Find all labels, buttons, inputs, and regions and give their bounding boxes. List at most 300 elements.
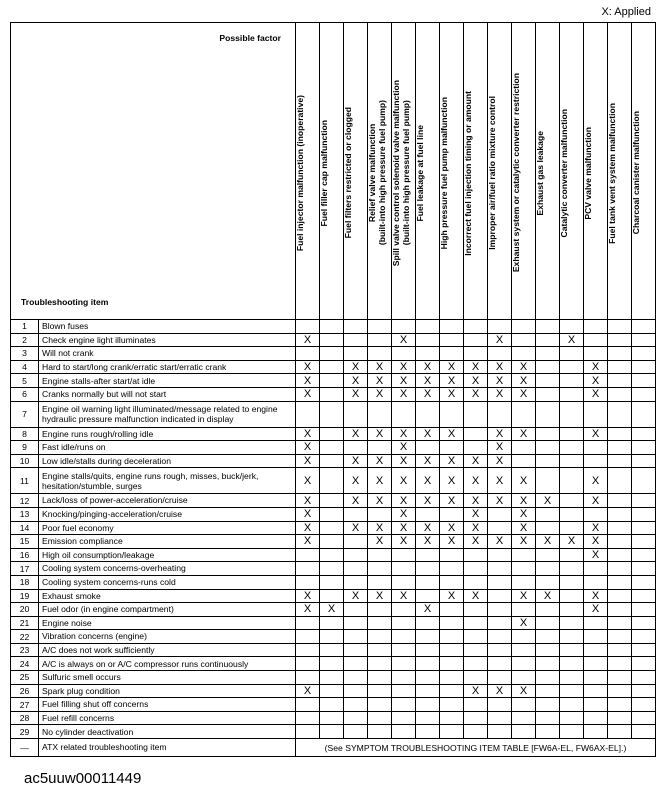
applied-mark: X <box>296 441 320 455</box>
table-row <box>11 630 656 644</box>
empty-cell <box>512 562 536 576</box>
empty-cell <box>416 333 440 347</box>
applied-mark: X <box>464 535 488 549</box>
empty-cell <box>416 347 440 361</box>
empty-cell <box>560 562 584 576</box>
table-row <box>11 603 656 617</box>
empty-cell <box>320 387 344 401</box>
applied-mark: X <box>488 684 512 698</box>
empty-cell <box>440 401 464 427</box>
empty-cell <box>512 401 536 427</box>
empty-cell <box>488 521 512 535</box>
empty-cell <box>440 630 464 644</box>
empty-cell <box>320 643 344 657</box>
empty-cell <box>296 575 320 589</box>
empty-cell <box>440 643 464 657</box>
empty-cell <box>368 616 392 630</box>
empty-cell <box>584 441 608 455</box>
empty-cell <box>368 630 392 644</box>
empty-cell <box>368 562 392 576</box>
applied-mark: X <box>464 589 488 603</box>
empty-cell <box>608 630 632 644</box>
empty-cell <box>560 387 584 401</box>
applied-mark: X <box>512 535 536 549</box>
factor-header <box>440 23 464 320</box>
empty-cell <box>632 725 656 739</box>
empty-cell <box>584 616 608 630</box>
applied-mark: X <box>392 427 416 441</box>
empty-cell <box>320 725 344 739</box>
table-row <box>11 671 656 685</box>
empty-cell <box>632 535 656 549</box>
applied-mark: X <box>584 535 608 549</box>
empty-cell <box>320 548 344 562</box>
empty-cell <box>320 494 344 508</box>
empty-cell <box>608 387 632 401</box>
empty-cell <box>608 401 632 427</box>
factor-header <box>416 23 440 320</box>
empty-cell <box>368 575 392 589</box>
applied-mark: X <box>416 521 440 535</box>
empty-cell <box>632 320 656 334</box>
empty-cell <box>296 347 320 361</box>
row-number: 15 <box>11 535 39 549</box>
empty-cell <box>536 427 560 441</box>
empty-cell <box>320 684 344 698</box>
applied-mark: X <box>584 427 608 441</box>
empty-cell <box>512 643 536 657</box>
empty-cell <box>488 562 512 576</box>
factor-header <box>512 23 536 320</box>
applied-mark: X <box>584 494 608 508</box>
empty-cell <box>632 374 656 388</box>
applied-mark: X <box>512 468 536 494</box>
figure-code: ac5uuw00011449 <box>24 770 142 787</box>
applied-mark: X <box>392 507 416 521</box>
empty-cell <box>632 454 656 468</box>
empty-cell <box>608 494 632 508</box>
table-row <box>11 562 656 576</box>
row-number: 13 <box>11 507 39 521</box>
row-item: Fast idle/runs on <box>39 441 296 455</box>
empty-cell <box>536 603 560 617</box>
empty-cell <box>344 684 368 698</box>
empty-cell <box>536 616 560 630</box>
row-item: No cylinder deactivation <box>39 725 296 739</box>
empty-cell <box>416 507 440 521</box>
empty-cell <box>512 603 536 617</box>
row-item: Knocking/pinging-acceleration/cruise <box>39 507 296 521</box>
empty-cell <box>368 711 392 725</box>
applied-mark: X <box>296 468 320 494</box>
empty-cell <box>440 616 464 630</box>
applied-mark: X <box>416 454 440 468</box>
applied-mark: X <box>584 360 608 374</box>
row-item: Engine stalls-after start/at idle <box>39 374 296 388</box>
empty-cell <box>488 698 512 712</box>
empty-cell <box>608 333 632 347</box>
table-row <box>11 441 656 455</box>
factor-label: Fuel injector malfunction (inoperative) <box>295 94 305 252</box>
row-number: 9 <box>11 441 39 455</box>
empty-cell <box>584 643 608 657</box>
empty-cell <box>464 603 488 617</box>
empty-cell <box>320 521 344 535</box>
applied-mark: X <box>536 589 560 603</box>
empty-cell <box>464 548 488 562</box>
empty-cell <box>368 401 392 427</box>
applied-mark: X <box>344 374 368 388</box>
empty-cell <box>416 562 440 576</box>
empty-cell <box>512 347 536 361</box>
empty-cell <box>344 671 368 685</box>
empty-cell <box>392 562 416 576</box>
empty-cell <box>560 589 584 603</box>
empty-cell <box>416 711 440 725</box>
row-item: Fuel filling shut off concerns <box>39 698 296 712</box>
empty-cell <box>560 320 584 334</box>
empty-cell <box>608 603 632 617</box>
applied-mark: X <box>440 454 464 468</box>
applied-mark: X <box>392 374 416 388</box>
applied-mark: X <box>464 360 488 374</box>
empty-cell <box>320 630 344 644</box>
empty-cell <box>584 401 608 427</box>
row-item: Exhaust smoke <box>39 589 296 603</box>
applied-mark: X <box>584 374 608 388</box>
header-row <box>11 23 656 320</box>
empty-cell <box>416 684 440 698</box>
applied-mark: X <box>440 535 464 549</box>
empty-cell <box>608 562 632 576</box>
factor-label: Incorrect fuel injection timing or amount <box>463 90 473 256</box>
empty-cell <box>512 657 536 671</box>
applied-mark: X <box>296 535 320 549</box>
applied-mark: X <box>392 333 416 347</box>
empty-cell <box>440 684 464 698</box>
row-number: 20 <box>11 603 39 617</box>
empty-cell <box>464 575 488 589</box>
empty-cell <box>488 671 512 685</box>
table-row <box>11 575 656 589</box>
applied-mark: X <box>344 387 368 401</box>
applied-mark: X <box>296 603 320 617</box>
empty-cell <box>512 441 536 455</box>
table-row <box>11 616 656 630</box>
empty-cell <box>320 454 344 468</box>
empty-cell <box>344 575 368 589</box>
applied-mark: X <box>368 374 392 388</box>
empty-cell <box>320 698 344 712</box>
empty-cell <box>608 643 632 657</box>
row-number: 11 <box>11 468 39 494</box>
empty-cell <box>560 725 584 739</box>
empty-cell <box>320 427 344 441</box>
applied-mark: X <box>344 521 368 535</box>
empty-cell <box>464 671 488 685</box>
factor-label: Fuel filler cap malfunction <box>319 119 329 227</box>
empty-cell <box>584 333 608 347</box>
empty-cell <box>512 630 536 644</box>
factor-label: Charcoal canister malfunction <box>631 111 641 235</box>
empty-cell <box>344 320 368 334</box>
empty-cell <box>608 725 632 739</box>
row-number: 6 <box>11 387 39 401</box>
empty-cell <box>560 427 584 441</box>
empty-cell <box>608 684 632 698</box>
empty-cell <box>392 671 416 685</box>
empty-cell <box>584 507 608 521</box>
row-number: 1 <box>11 320 39 334</box>
applied-mark: X <box>296 387 320 401</box>
empty-cell <box>368 684 392 698</box>
empty-cell <box>632 589 656 603</box>
applied-mark: X <box>296 333 320 347</box>
applied-mark: X <box>344 360 368 374</box>
applied-mark: X <box>296 374 320 388</box>
empty-cell <box>632 698 656 712</box>
empty-cell <box>368 603 392 617</box>
applied-mark: X <box>368 494 392 508</box>
table-row <box>11 711 656 725</box>
empty-cell <box>608 575 632 589</box>
empty-cell <box>488 725 512 739</box>
applied-mark: X <box>368 521 392 535</box>
applied-mark: X <box>368 468 392 494</box>
empty-cell <box>464 401 488 427</box>
applied-mark: X <box>416 535 440 549</box>
empty-cell <box>320 320 344 334</box>
applied-mark: X <box>440 468 464 494</box>
empty-cell <box>608 711 632 725</box>
empty-cell <box>416 616 440 630</box>
row-number: — <box>11 739 39 757</box>
empty-cell <box>632 575 656 589</box>
applied-mark: X <box>344 454 368 468</box>
table-row <box>11 427 656 441</box>
applied-mark: X <box>296 494 320 508</box>
row-item: Engine noise <box>39 616 296 630</box>
empty-cell <box>320 441 344 455</box>
empty-cell <box>320 333 344 347</box>
empty-cell <box>536 333 560 347</box>
applied-mark: X <box>512 374 536 388</box>
empty-cell <box>560 360 584 374</box>
row-number: 24 <box>11 657 39 671</box>
empty-cell <box>584 684 608 698</box>
table-row <box>11 454 656 468</box>
empty-cell <box>296 698 320 712</box>
applied-mark: X <box>344 468 368 494</box>
empty-cell <box>488 643 512 657</box>
factor-header <box>368 23 392 320</box>
empty-cell <box>296 657 320 671</box>
empty-cell <box>560 454 584 468</box>
empty-cell <box>392 711 416 725</box>
row-number: 17 <box>11 562 39 576</box>
empty-cell <box>536 521 560 535</box>
empty-cell <box>392 630 416 644</box>
applied-mark: X <box>344 427 368 441</box>
empty-cell <box>608 441 632 455</box>
applied-mark: X <box>440 494 464 508</box>
empty-cell <box>488 575 512 589</box>
table-row <box>11 589 656 603</box>
empty-cell <box>608 320 632 334</box>
empty-cell <box>608 616 632 630</box>
applied-mark: X <box>512 387 536 401</box>
applied-mark: X <box>512 427 536 441</box>
empty-cell <box>560 347 584 361</box>
empty-cell <box>440 698 464 712</box>
empty-cell <box>320 401 344 427</box>
possible-factor-label: Possible factor <box>219 33 281 43</box>
empty-cell <box>392 698 416 712</box>
row-number: 5 <box>11 374 39 388</box>
empty-cell <box>512 711 536 725</box>
empty-cell <box>560 616 584 630</box>
empty-cell <box>632 616 656 630</box>
applied-mark: X <box>296 589 320 603</box>
table-row <box>11 387 656 401</box>
empty-cell <box>320 589 344 603</box>
row-item: Check engine light illuminates <box>39 333 296 347</box>
empty-cell <box>512 698 536 712</box>
row-item: Engine runs rough/rolling idle <box>39 427 296 441</box>
row-number: 28 <box>11 711 39 725</box>
factor-header <box>608 23 632 320</box>
row-item: Sulfuric smell occurs <box>39 671 296 685</box>
empty-cell <box>440 603 464 617</box>
empty-cell <box>560 603 584 617</box>
empty-cell <box>584 671 608 685</box>
empty-cell <box>632 711 656 725</box>
empty-cell <box>440 347 464 361</box>
applied-mark: X <box>392 387 416 401</box>
empty-cell <box>488 630 512 644</box>
empty-cell <box>368 698 392 712</box>
row-number: 26 <box>11 684 39 698</box>
empty-cell <box>392 643 416 657</box>
applied-mark: X <box>296 427 320 441</box>
troubleshooting-item-label: Troubleshooting item <box>21 297 109 307</box>
factor-label: Fuel tank vent system malfunction <box>607 102 617 244</box>
applied-mark: X <box>416 603 440 617</box>
empty-cell <box>560 684 584 698</box>
applied-mark: X <box>440 374 464 388</box>
applied-mark: X <box>464 521 488 535</box>
empty-cell <box>440 333 464 347</box>
table-row <box>11 507 656 521</box>
empty-cell <box>344 548 368 562</box>
empty-cell <box>536 575 560 589</box>
empty-cell <box>608 589 632 603</box>
row-number: 8 <box>11 427 39 441</box>
empty-cell <box>392 401 416 427</box>
empty-cell <box>416 575 440 589</box>
empty-cell <box>512 320 536 334</box>
empty-cell <box>512 725 536 739</box>
empty-cell <box>464 725 488 739</box>
factor-header <box>464 23 488 320</box>
empty-cell <box>512 575 536 589</box>
row-item: Hard to start/long crank/erratic start/erratic crank <box>39 360 296 374</box>
row-item: Low idle/stalls during deceleration <box>39 454 296 468</box>
empty-cell <box>512 454 536 468</box>
row-item: Cooling system concerns-runs cold <box>39 575 296 589</box>
row-number: 19 <box>11 589 39 603</box>
empty-cell <box>488 711 512 725</box>
empty-cell <box>440 441 464 455</box>
applied-mark: X <box>488 441 512 455</box>
empty-cell <box>536 441 560 455</box>
factor-label: Fuel filters restricted or clogged <box>343 107 353 239</box>
empty-cell <box>632 427 656 441</box>
empty-cell <box>392 657 416 671</box>
empty-cell <box>320 575 344 589</box>
table-row <box>11 725 656 739</box>
empty-cell <box>320 711 344 725</box>
header-cell <box>11 23 296 320</box>
empty-cell <box>440 562 464 576</box>
empty-cell <box>368 347 392 361</box>
empty-cell <box>632 521 656 535</box>
empty-cell <box>488 507 512 521</box>
table-row <box>11 643 656 657</box>
table-row <box>11 333 656 347</box>
applied-mark: X <box>488 360 512 374</box>
empty-cell <box>536 671 560 685</box>
empty-cell <box>368 548 392 562</box>
applied-mark: X <box>536 535 560 549</box>
applied-mark: X <box>536 494 560 508</box>
factor-header <box>392 23 416 320</box>
applied-mark: X <box>512 507 536 521</box>
empty-cell <box>344 616 368 630</box>
factor-label: Spill valve control solenoid valve malfunction (built-into high pressure fuel pump) <box>391 79 411 267</box>
empty-cell <box>392 320 416 334</box>
empty-cell <box>584 454 608 468</box>
row-item: Fuel odor (in engine compartment) <box>39 603 296 617</box>
empty-cell <box>344 643 368 657</box>
factor-header <box>536 23 560 320</box>
empty-cell <box>344 333 368 347</box>
empty-cell <box>440 671 464 685</box>
applied-mark: X <box>560 333 584 347</box>
empty-cell <box>392 347 416 361</box>
empty-cell <box>632 401 656 427</box>
empty-cell <box>560 711 584 725</box>
empty-cell <box>296 725 320 739</box>
row-number: 21 <box>11 616 39 630</box>
applied-mark: X <box>440 521 464 535</box>
applied-mark: X <box>392 521 416 535</box>
empty-cell <box>416 441 440 455</box>
empty-cell <box>608 374 632 388</box>
applied-mark: X <box>440 427 464 441</box>
row-item: Blown fuses <box>39 320 296 334</box>
empty-cell <box>368 657 392 671</box>
empty-cell <box>536 320 560 334</box>
row-number: 2 <box>11 333 39 347</box>
empty-cell <box>488 347 512 361</box>
applied-mark: X <box>296 521 320 535</box>
empty-cell <box>560 671 584 685</box>
empty-cell <box>632 387 656 401</box>
empty-cell <box>440 711 464 725</box>
row-item: Fuel refill concerns <box>39 711 296 725</box>
empty-cell <box>536 454 560 468</box>
